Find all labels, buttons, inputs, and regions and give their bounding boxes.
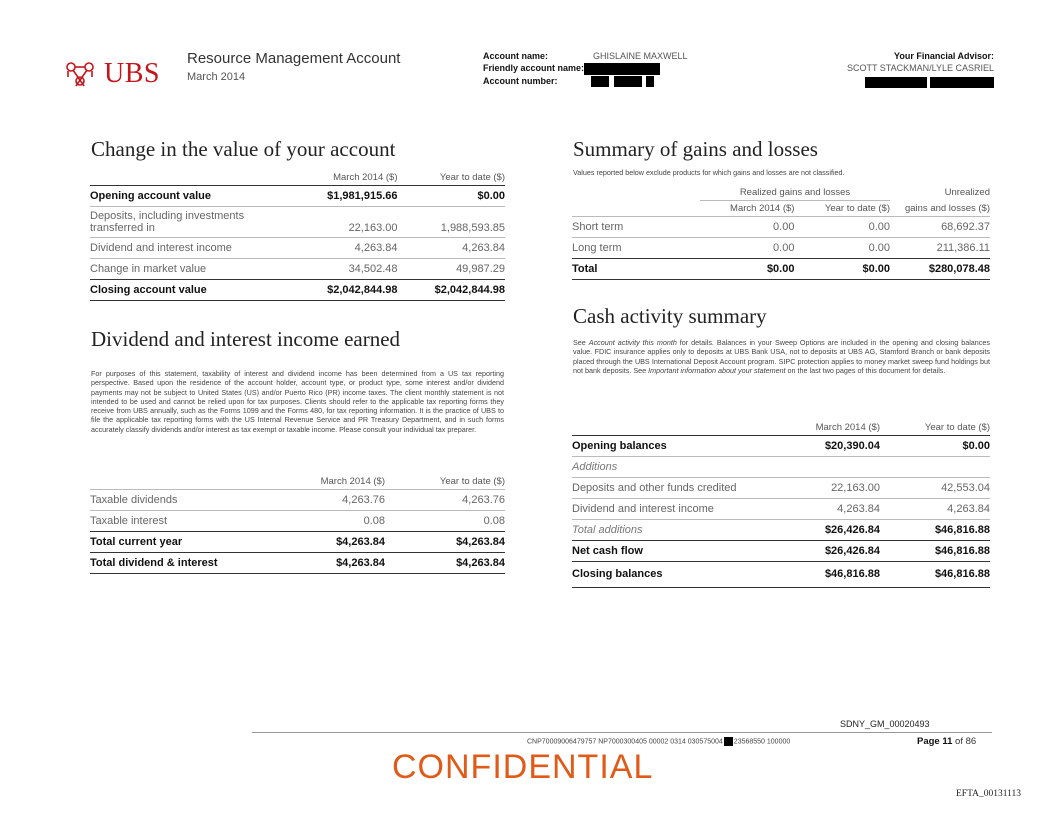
dividend-table (90, 473, 505, 574)
col-header: March 2014 ($) (320, 475, 385, 487)
table-row: Dividend and interest income 4,263.84 4,263.84 (572, 498, 990, 519)
table-row: Taxable interest 0.08 0.08 (90, 510, 505, 531)
redaction-bar (865, 77, 927, 88)
unrealized-header: Unrealized (944, 187, 990, 198)
redaction-bar (724, 737, 733, 746)
col-header: gains and losses ($) (904, 202, 990, 214)
table-row: Total additions $26,426.84 $46,816.88 (572, 519, 990, 540)
table-row: Opening account value $1,981,915.66 $0.00 (90, 185, 505, 206)
gains-note: Values reported below exclude products for which gains and losses are not classified. (573, 168, 845, 177)
friendly-name-label: Friendly account name: (483, 63, 585, 73)
realized-header: Realized gains and losses (700, 184, 890, 200)
table-row: Net cash flow $26,426.84 $46,816.88 (572, 540, 990, 561)
table-row: Deposits and other funds credited 22,163.00 42,553.04 (572, 477, 990, 498)
col-header: Year to date ($) (924, 421, 990, 433)
account-name-value: GHISLAINE MAXWELL (593, 51, 688, 61)
table-row: Change in market value 34,502.48 49,987.29 (90, 258, 505, 279)
table-row: Total dividend & interest $4,263.84 $4,263.84 (90, 552, 505, 573)
important-information-reference: Important information about your statement (648, 365, 786, 375)
financial-advisor (847, 50, 994, 88)
bates-number: SDNY_GM_00020493 (840, 719, 930, 729)
confidential-stamp: CONFIDENTIAL (392, 748, 654, 786)
col-header: Year to date ($) (439, 475, 505, 487)
ubs-keys-icon (62, 59, 98, 89)
col-header: March 2014 ($) (815, 421, 880, 433)
redaction-bar (584, 63, 660, 75)
cash-note: See Account activity this month for details. Balances in your Sweep Options are included in the opening and closing balances value. FDIC insurance applies only to deposits at UBS Bank USA, not to deposits at UBS AG, Stamford Branch or bank deposits placed through the UBS International Deposit Account program. SIPC protection applies to money market sweep fund holdings but not bank deposits. See Important information about your statement on the last two pages of this document for details. (573, 338, 990, 375)
table-row: Deposits, including investments transferred in 22,163.00 1,988,593.85 (90, 206, 505, 237)
statement-date: March 2014 (187, 71, 246, 83)
redaction-bar (646, 76, 654, 87)
table-row: Additions (572, 456, 990, 477)
table-row: Short term 0.00 0.00 68,692.37 (572, 216, 990, 237)
footer-divider (252, 732, 992, 733)
account-name-label: Account name: (483, 51, 549, 61)
table-row: Dividend and interest income 4,263.84 4,263.84 (90, 237, 505, 258)
account-number-label: Account number: (483, 75, 558, 86)
table-row: Total $0.00 $0.00 $280,078.48 (572, 258, 990, 279)
account-info (483, 50, 688, 87)
table-row: Closing account value $2,042,844.98 $2,042,844.98 (90, 279, 505, 300)
account-activity-reference: Account activity this month (588, 338, 677, 347)
col-header: Year to date ($) (439, 171, 505, 183)
document-code: CNP70009006479757 NP7000300405 00002 0314 030575004 23568550 100000 (527, 738, 791, 746)
change-value-title: Change in the value of your account (91, 137, 396, 161)
page-indicator: Page 11 of 86 (917, 736, 977, 747)
redaction-bar (930, 77, 994, 88)
ubs-logo (62, 58, 160, 90)
cash-title: Cash activity summary (573, 304, 767, 328)
ubs-logo-text: UBS (104, 58, 160, 89)
statement-title: Resource Management Account (187, 50, 401, 67)
redaction-bar (614, 76, 642, 87)
table-row: Long term 0.00 0.00 211,386.11 (572, 237, 990, 258)
tax-disclaimer: For purposes of this statement, taxability of interest and dividend income has been determined from a US tax reporting perspective. Based upon the residence of the account holder, account type, or product type, some interest and/or dividend payments may not be subject to United States (US) and/or Puerto Rico (PR) income taxes. The client monthly statement is not intended to be used and cannot be relied upon for tax purposes. Clients should refer to the applicable tax reporting forms they receive from UBS annually, such as the Forms 1099 and the Forms 480, for tax reporting information. It is the practice of UBS to file the applicable tax reporting forms with the US Internal Revenue Service and PR Treasury Department, and in such forms accurately classify dividends and/or interest as tax exempt or taxable income. Please consult your individual tax preparer. (91, 369, 504, 434)
col-header: March 2014 ($) (730, 202, 795, 214)
table-row: Closing balances $46,816.88 $46,816.88 (572, 561, 990, 587)
col-header: March 2014 ($) (333, 171, 398, 183)
gains-title: Summary of gains and losses (573, 137, 818, 161)
advisor-name: SCOTT STACKMAN/LYLE CASRIEL (846, 63, 994, 73)
advisor-label: Your Financial Advisor: (893, 51, 994, 61)
table-row: Total current year $4,263.84 $4,263.84 (90, 531, 505, 552)
change-value-table (90, 169, 505, 301)
cash-table (572, 419, 990, 588)
col-header: Year to date ($) (824, 202, 890, 214)
table-row: Taxable dividends 4,263.76 4,263.76 (90, 489, 505, 510)
table-row: Opening balances $20,390.04 $0.00 (572, 435, 990, 456)
redaction-bar (591, 76, 609, 87)
dividend-title: Dividend and interest income earned (91, 327, 401, 351)
efta-number: EFTA_00131113 (956, 789, 1022, 799)
gains-table (572, 184, 990, 280)
